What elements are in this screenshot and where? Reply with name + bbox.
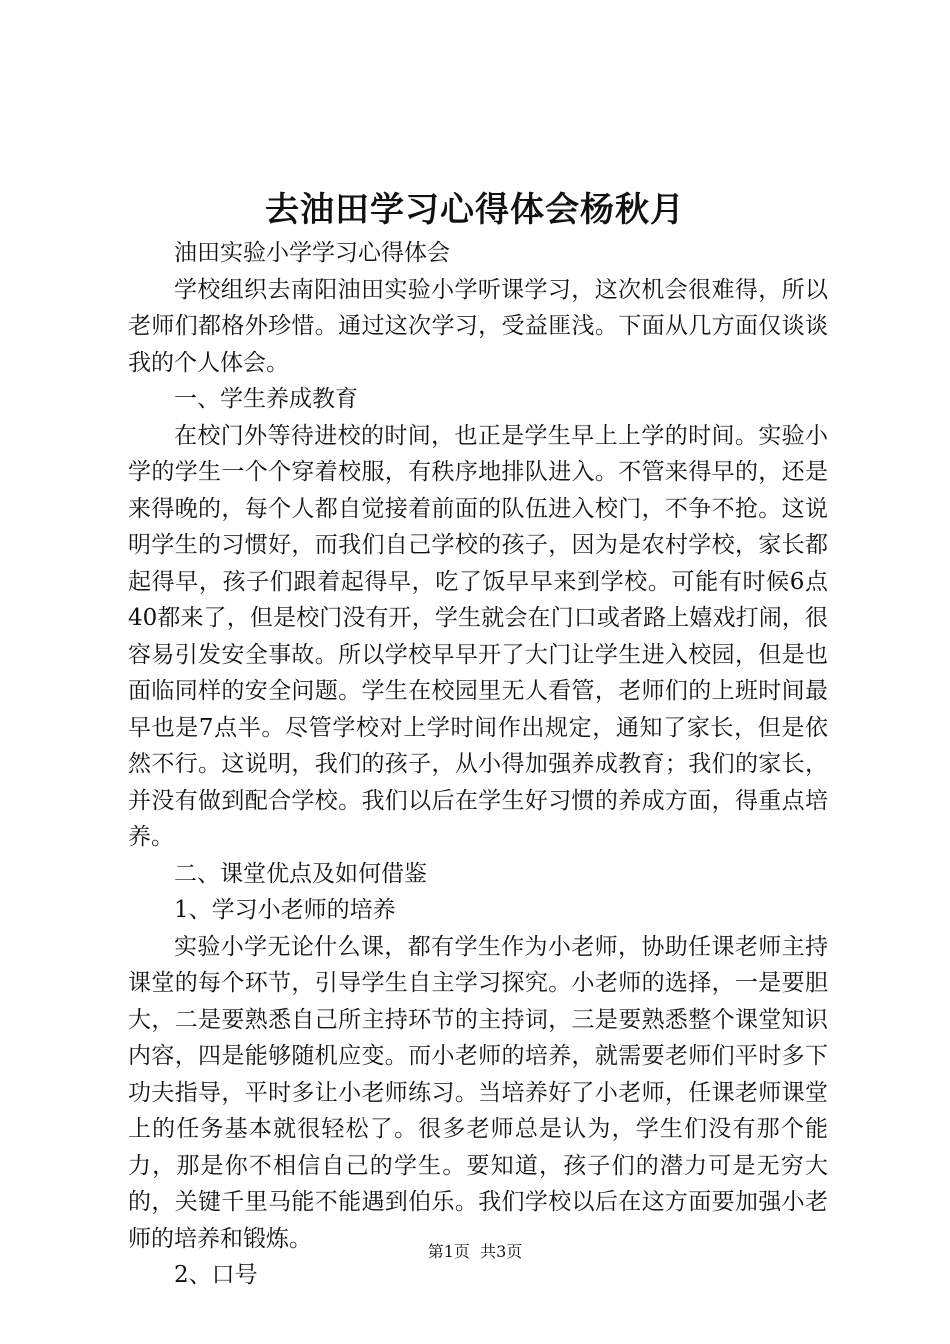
- subsection-heading-2: 2、口号: [174, 1262, 258, 1288]
- paragraph-subtitle: 油田实验小学学习心得体会: [174, 240, 450, 266]
- subsection-heading-1: 1、学习小老师的培养: [174, 897, 396, 923]
- paragraph-section-1: 在校门外等待进校的时间，也正是学生早上上学的时间。实验小学的学生一个个穿着校服，有秩序地排队进入。不管来得早的，还是来得晚的，每个人都自觉接着前面的队伍进入校门，不争不抢。这说明学生的习惯好，而我们自己学校的孩子，因为是农村学校，家长都起得早，孩子们跟着起得早，吃了饭早早来到学校。可能有时候6点40都来了，但是校门没有开，学生就会在门口或者路上嬉戏打闹，很容易引发安全事故。所以学校早早开了大门让学生进入校园，但是也面临同样的安全问题。学生在校园里无人看管，老师们的上班时间最早也是7点半。尽管学校对上学时间作出规定，通知了家长，但是依然不行。这说明，我们的孩子，从小得加强养成教育；我们的家长，并没有做到配合学校。我们以后在学生好习惯的养成方面，得重点培养。: [128, 422, 828, 850]
- paragraph-subsection-1: 实验小学无论什么课，都有学生作为小老师，协助任课老师主持课堂的每个环节，引导学生自主学习探究。小老师的选择，一是要胆大，二是要熟悉自己所主持环节的主持词，三是要熟悉整个课堂知识内容，四是能够随机应变。而小老师的培养，就需要老师们平时多下功夫指导，平时多让小老师练习。当培养好了小老师，任课老师课堂上的任务基本就很轻松了。很多老师总是认为，学生们没有那个能力，那是你不相信自己的学生。要知道，孩子们的潜力可是无穷大的，关键千里马能不能遇到伯乐。我们学校以后在这方面要加强小老师的培养和锻炼。: [128, 933, 828, 1252]
- section-heading-1: 一、学生养成教育: [174, 386, 358, 412]
- document-title: 去油田学习心得体会杨秋月: [265, 190, 685, 230]
- document-body: [128, 235, 828, 1294]
- paragraph-intro: 学校组织去南阳油田实验小学听课学习，这次机会很难得，所以老师们都格外珍惜。通过这次学习，受益匪浅。下面从几方面仅谈谈我的个人体会。: [128, 276, 828, 376]
- section-heading-2: 二、课堂优点及如何借鉴: [174, 860, 427, 887]
- page-total: 共3页: [480, 1242, 523, 1261]
- page-footer: [0, 1240, 950, 1264]
- page-number: 第1页: [427, 1242, 470, 1261]
